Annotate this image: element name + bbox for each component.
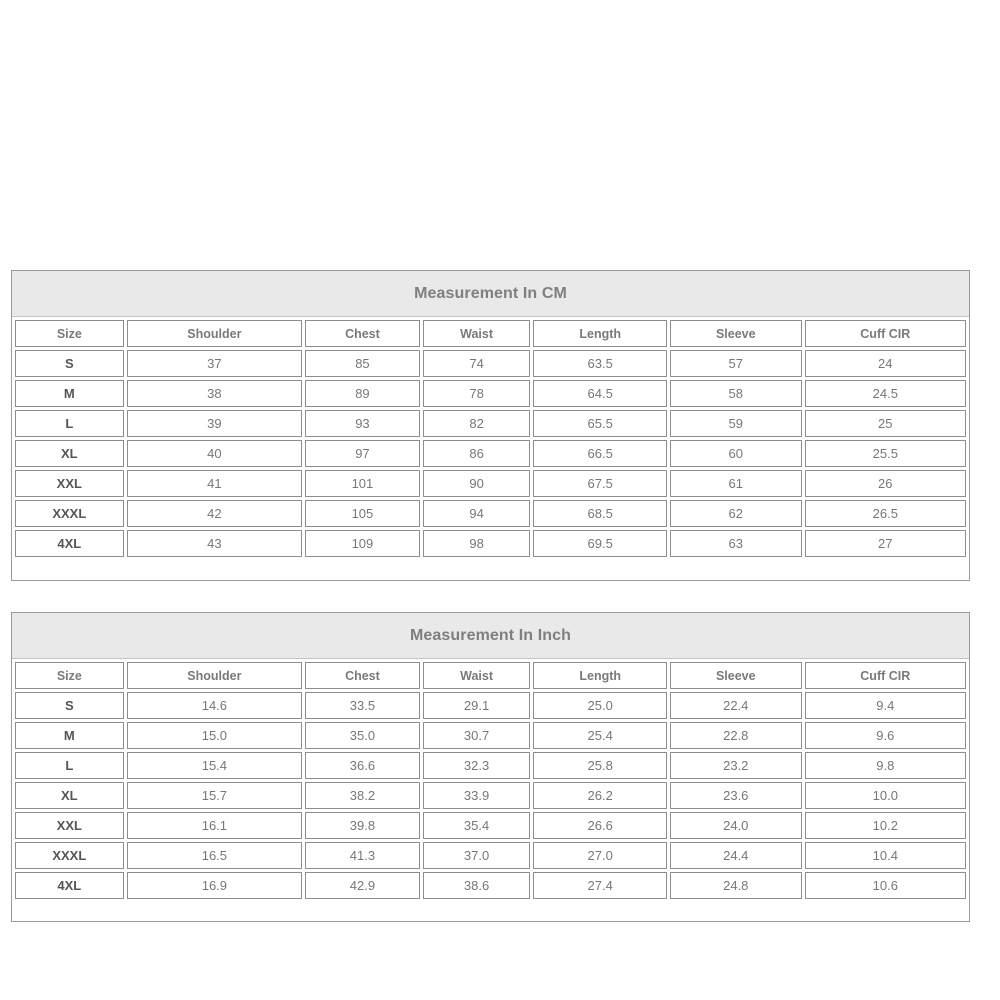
measurement-cell: 85 bbox=[305, 350, 420, 377]
size-cell: L bbox=[15, 752, 124, 779]
column-header: Length bbox=[533, 320, 667, 347]
column-header: Cuff CIR bbox=[805, 662, 966, 689]
measurement-cell: 82 bbox=[423, 410, 531, 437]
column-header: Sleeve bbox=[670, 320, 802, 347]
table-row bbox=[15, 440, 966, 467]
measurement-cell: 74 bbox=[423, 350, 531, 377]
size-cell: L bbox=[15, 410, 124, 437]
header-row bbox=[15, 320, 966, 347]
size-cell: S bbox=[15, 350, 124, 377]
measurement-cell: 24.5 bbox=[805, 380, 966, 407]
measurement-cell: 78 bbox=[423, 380, 531, 407]
measurement-cell: 25.8 bbox=[533, 752, 667, 779]
measurement-cell: 90 bbox=[423, 470, 531, 497]
measurement-cell: 98 bbox=[423, 530, 531, 557]
measurement-cell: 68.5 bbox=[533, 500, 667, 527]
measurement-cell: 25.0 bbox=[533, 692, 667, 719]
measurement-cell: 24.0 bbox=[670, 812, 802, 839]
measurement-cell: 89 bbox=[305, 380, 420, 407]
measurement-cell: 15.7 bbox=[127, 782, 302, 809]
header-row bbox=[15, 662, 966, 689]
measurement-cell: 10.0 bbox=[805, 782, 966, 809]
column-header: Length bbox=[533, 662, 667, 689]
measurement-cell: 27.0 bbox=[533, 842, 667, 869]
measurement-table bbox=[12, 317, 969, 560]
measurement-cell: 16.1 bbox=[127, 812, 302, 839]
measurement-cell: 62 bbox=[670, 500, 802, 527]
table-row bbox=[15, 350, 966, 377]
size-cell: 4XL bbox=[15, 530, 124, 557]
measurement-cell: 63 bbox=[670, 530, 802, 557]
measurement-cell: 57 bbox=[670, 350, 802, 377]
measurement-cell: 22.4 bbox=[670, 692, 802, 719]
size-cell: XL bbox=[15, 440, 124, 467]
measurement-cell: 40 bbox=[127, 440, 302, 467]
measurement-cell: 26.2 bbox=[533, 782, 667, 809]
table-title: Measurement In CM bbox=[12, 271, 969, 317]
measurement-cell: 37.0 bbox=[423, 842, 531, 869]
size-cell: M bbox=[15, 722, 124, 749]
measurement-cell: 15.0 bbox=[127, 722, 302, 749]
size-cell: XXXL bbox=[15, 842, 124, 869]
measurement-cell: 61 bbox=[670, 470, 802, 497]
measurement-cell: 16.5 bbox=[127, 842, 302, 869]
column-header: Sleeve bbox=[670, 662, 802, 689]
measurement-cell: 10.4 bbox=[805, 842, 966, 869]
measurement-cell: 41.3 bbox=[305, 842, 420, 869]
measurement-cell: 109 bbox=[305, 530, 420, 557]
size-chart-inch bbox=[11, 612, 970, 922]
table-row bbox=[15, 812, 966, 839]
measurement-cell: 86 bbox=[423, 440, 531, 467]
column-header: Shoulder bbox=[127, 662, 302, 689]
measurement-cell: 23.2 bbox=[670, 752, 802, 779]
size-cell: XL bbox=[15, 782, 124, 809]
measurement-cell: 38 bbox=[127, 380, 302, 407]
size-cell: XXL bbox=[15, 470, 124, 497]
measurement-cell: 94 bbox=[423, 500, 531, 527]
size-chart-cm bbox=[11, 270, 970, 581]
measurement-cell: 29.1 bbox=[423, 692, 531, 719]
measurement-cell: 101 bbox=[305, 470, 420, 497]
table-title: Measurement In Inch bbox=[12, 613, 969, 659]
table-row bbox=[15, 692, 966, 719]
size-cell: M bbox=[15, 380, 124, 407]
table-row bbox=[15, 842, 966, 869]
measurement-cell: 25 bbox=[805, 410, 966, 437]
measurement-cell: 27.4 bbox=[533, 872, 667, 899]
measurement-cell: 30.7 bbox=[423, 722, 531, 749]
measurement-cell: 24.4 bbox=[670, 842, 802, 869]
measurement-cell: 25.5 bbox=[805, 440, 966, 467]
measurement-cell: 32.3 bbox=[423, 752, 531, 779]
measurement-cell: 42.9 bbox=[305, 872, 420, 899]
table-row bbox=[15, 782, 966, 809]
measurement-cell: 10.6 bbox=[805, 872, 966, 899]
measurement-cell: 9.8 bbox=[805, 752, 966, 779]
measurement-cell: 39 bbox=[127, 410, 302, 437]
measurement-cell: 42 bbox=[127, 500, 302, 527]
measurement-cell: 41 bbox=[127, 470, 302, 497]
measurement-cell: 33.5 bbox=[305, 692, 420, 719]
table-row bbox=[15, 722, 966, 749]
size-cell: XXL bbox=[15, 812, 124, 839]
table-row bbox=[15, 380, 966, 407]
measurement-cell: 35.4 bbox=[423, 812, 531, 839]
measurement-cell: 66.5 bbox=[533, 440, 667, 467]
measurement-cell: 27 bbox=[805, 530, 966, 557]
measurement-cell: 63.5 bbox=[533, 350, 667, 377]
measurement-cell: 24 bbox=[805, 350, 966, 377]
measurement-cell: 69.5 bbox=[533, 530, 667, 557]
column-header: Waist bbox=[423, 662, 531, 689]
measurement-cell: 43 bbox=[127, 530, 302, 557]
table-row bbox=[15, 470, 966, 497]
measurement-cell: 22.8 bbox=[670, 722, 802, 749]
measurement-cell: 15.4 bbox=[127, 752, 302, 779]
column-header: Chest bbox=[305, 320, 420, 347]
table-row bbox=[15, 872, 966, 899]
measurement-cell: 23.6 bbox=[670, 782, 802, 809]
measurement-cell: 33.9 bbox=[423, 782, 531, 809]
measurement-cell: 37 bbox=[127, 350, 302, 377]
measurement-cell: 9.4 bbox=[805, 692, 966, 719]
measurement-cell: 64.5 bbox=[533, 380, 667, 407]
measurement-cell: 16.9 bbox=[127, 872, 302, 899]
column-header: Waist bbox=[423, 320, 531, 347]
measurement-cell: 26.5 bbox=[805, 500, 966, 527]
measurement-cell: 65.5 bbox=[533, 410, 667, 437]
size-cell: XXXL bbox=[15, 500, 124, 527]
measurement-cell: 10.2 bbox=[805, 812, 966, 839]
measurement-cell: 26.6 bbox=[533, 812, 667, 839]
size-cell: 4XL bbox=[15, 872, 124, 899]
measurement-cell: 26 bbox=[805, 470, 966, 497]
measurement-cell: 60 bbox=[670, 440, 802, 467]
measurement-cell: 9.6 bbox=[805, 722, 966, 749]
size-cell: S bbox=[15, 692, 124, 719]
table-row bbox=[15, 410, 966, 437]
measurement-cell: 97 bbox=[305, 440, 420, 467]
measurement-cell: 38.2 bbox=[305, 782, 420, 809]
measurement-cell: 39.8 bbox=[305, 812, 420, 839]
table-row bbox=[15, 752, 966, 779]
measurement-cell: 25.4 bbox=[533, 722, 667, 749]
measurement-cell: 24.8 bbox=[670, 872, 802, 899]
measurement-cell: 14.6 bbox=[127, 692, 302, 719]
measurement-table bbox=[12, 659, 969, 902]
measurement-cell: 36.6 bbox=[305, 752, 420, 779]
measurement-cell: 67.5 bbox=[533, 470, 667, 497]
column-header: Shoulder bbox=[127, 320, 302, 347]
column-header: Cuff CIR bbox=[805, 320, 966, 347]
column-header: Size bbox=[15, 320, 124, 347]
measurement-cell: 58 bbox=[670, 380, 802, 407]
table-row bbox=[15, 500, 966, 527]
measurement-cell: 93 bbox=[305, 410, 420, 437]
column-header: Size bbox=[15, 662, 124, 689]
column-header: Chest bbox=[305, 662, 420, 689]
measurement-cell: 105 bbox=[305, 500, 420, 527]
measurement-cell: 59 bbox=[670, 410, 802, 437]
measurement-cell: 38.6 bbox=[423, 872, 531, 899]
table-row bbox=[15, 530, 966, 557]
measurement-cell: 35.0 bbox=[305, 722, 420, 749]
